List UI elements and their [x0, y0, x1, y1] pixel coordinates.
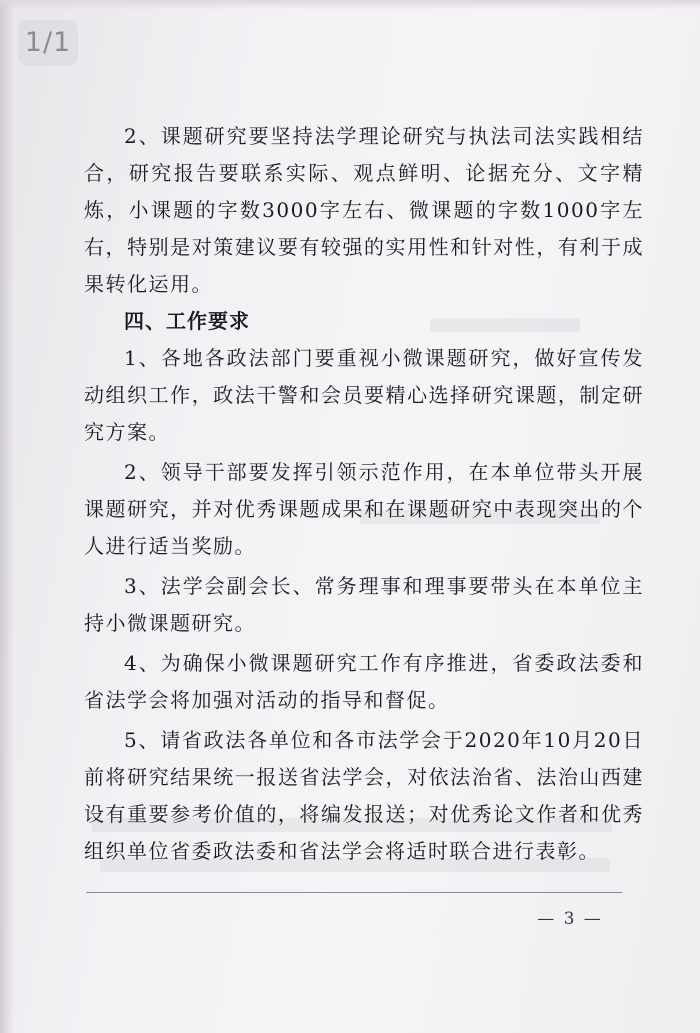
- paragraph-requirement-1: 1、各地各政法部门要重视小微课题研究，做好宣传发动组织工作，政法干警和会员要精心选择研究课题，制定研究方案。: [84, 346, 644, 444]
- paragraph-requirement-4: 4、为确保小微课题研究工作有序推进，省委政法委和省法学会将加强对活动的指导和督促。: [84, 651, 644, 712]
- page-number: — 3 —: [537, 909, 603, 929]
- paragraph-research-requirements: 2、课题研究要坚持法学理论研究与执法司法实践相结合，研究报告要联系实际、观点鲜明、论据充分、文字精炼，小课题的字数3000字左右、微课题的字数1000字左右，特别是对策建议要有较强的实用性和针对性，有利于成果转化运用。: [84, 124, 644, 296]
- footer-divider: [86, 892, 622, 893]
- paragraph-requirement-5: 5、请省政法各单位和各市法学会于2020年10月20日前将研究结果统一报送省法学会，对依法治省、法治山西建设有重要参考价值的，将编发报送；对优秀论文作者和优秀组织单位省委政法委和省法学会将适时联合进行表彰。: [84, 728, 644, 863]
- section-heading-work-requirements: 四、工作要求: [124, 309, 250, 333]
- paragraph-requirement-3: 3、法学会副会长、常务理事和理事要带头在本单位主持小微课题研究。: [84, 574, 644, 635]
- paragraph-requirement-2: 2、领导干部要发挥引领示范作用，在本单位带头开展课题研究，并对优秀课题成果和在课题研究中表现突出的个人进行适当奖励。: [84, 460, 644, 558]
- page-edge-shadow: [0, 0, 14, 1033]
- page-indicator: 1/1: [18, 20, 78, 66]
- document-body: [84, 118, 644, 870]
- page-top-shadow: [0, 0, 700, 10]
